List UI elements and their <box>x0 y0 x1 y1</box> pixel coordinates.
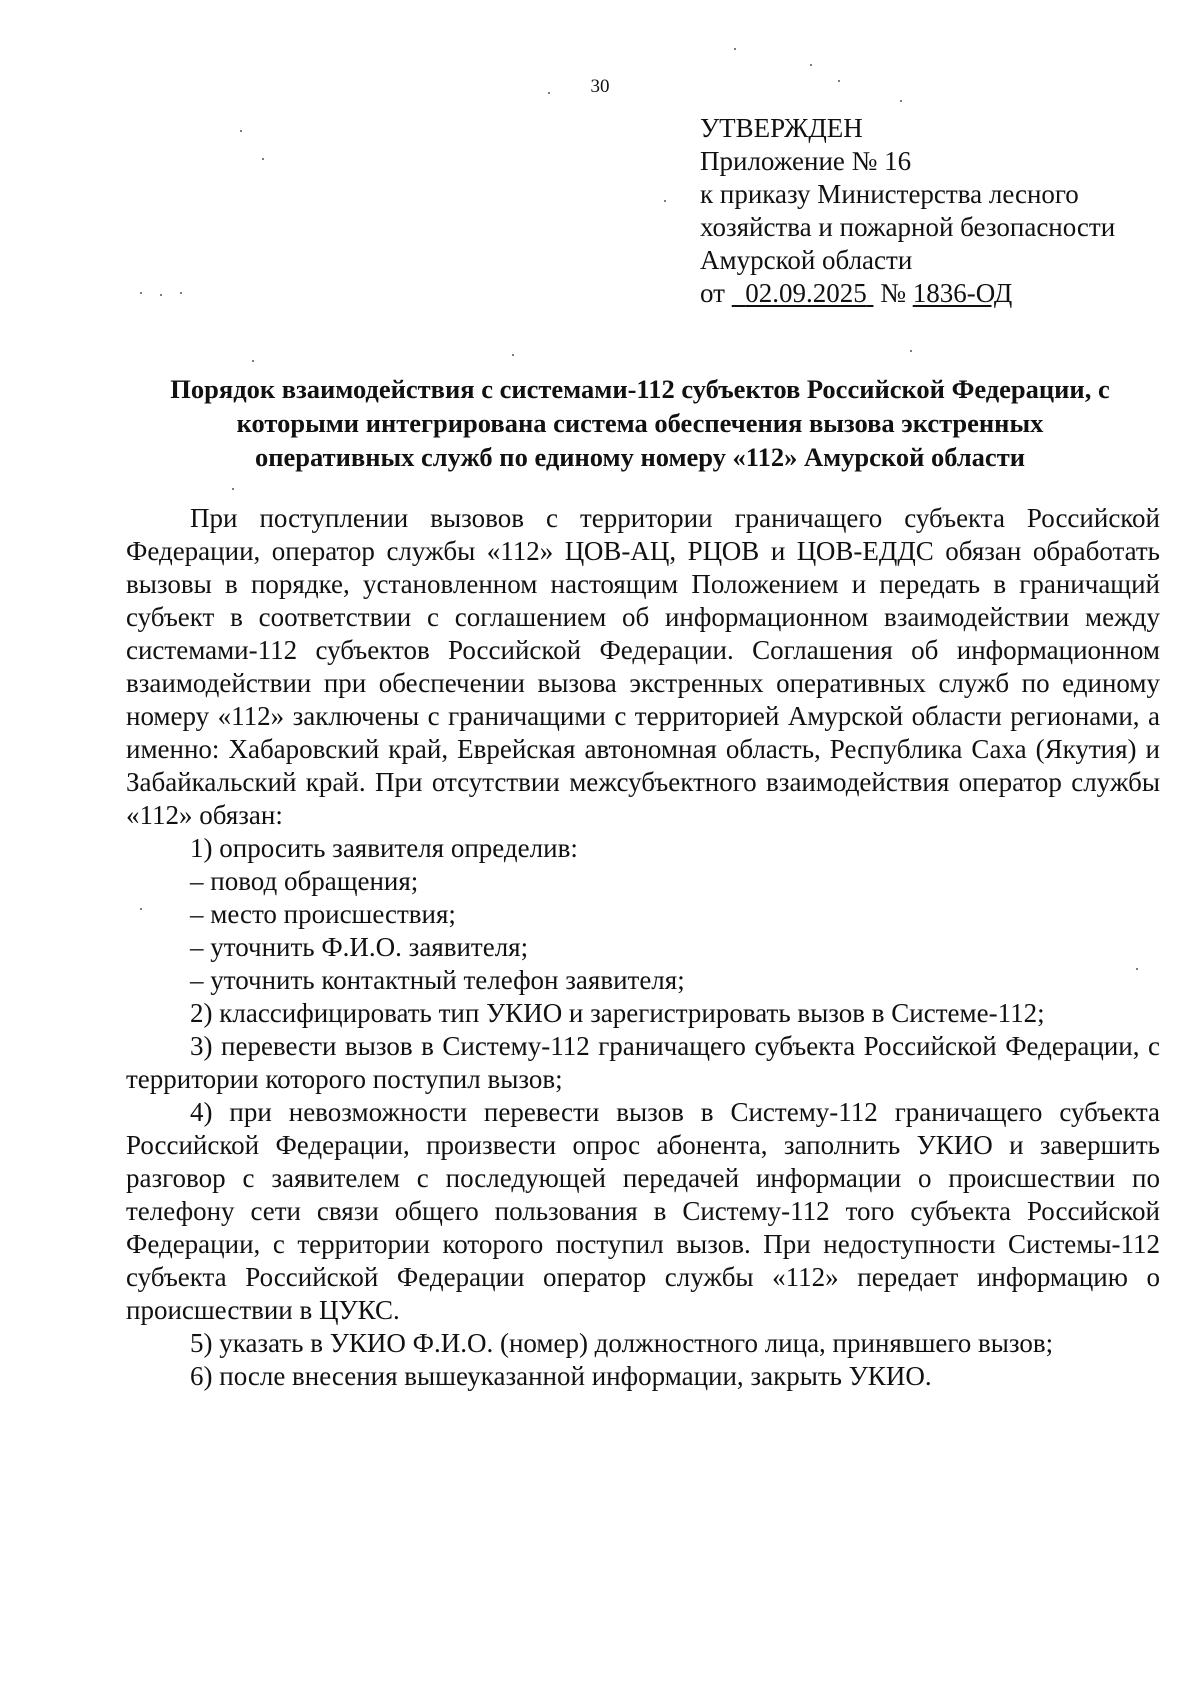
step-4: 4) при невозможности перевести вызов в Систему-112 граничащего субъекта Российской Федерации, произвести опрос абонента, заполнить УКИО и завершить разговор с заявителем с последующей передачей информации о происшествии по телефону сети связи общего пользования в Систему-112 того субъекта Российской Федерации, с территории которого поступил вызов. При недоступности Системы-112 субъекта Российской Федерации оператор службы «112» передает информацию о происшествии в ЦУКС. <box>126 1097 1160 1325</box>
title-line: которыми интегрирована система обеспечения вызова экстренных <box>236 408 1044 438</box>
document-body <box>126 502 1160 1393</box>
ministry-name-line: хозяйства и пожарной безопасности <box>700 212 1116 242</box>
document-title <box>110 372 1170 474</box>
title-line: Порядок взаимодействия с системами-112 субъектов Российской Федерации, с <box>170 374 1110 404</box>
substep-reason: – повод обращения; <box>190 866 419 896</box>
substep-location: – место происшествия; <box>190 899 456 929</box>
step-6: 6) после внесения вышеуказанной информации, закрыть УКИО. <box>190 1361 932 1391</box>
approval-heading: УТВЕРЖДЕН <box>700 113 863 143</box>
order-date-number-line <box>700 277 1170 310</box>
appendix-number: Приложение № 16 <box>700 146 912 176</box>
order-number: 1836-ОД <box>912 278 1013 308</box>
order-reference-line: к приказу Министерства лесного <box>700 179 1079 209</box>
step-5: 5) указать в УКИО Ф.И.О. (номер) должностного лица, принявшего вызов; <box>190 1328 1054 1358</box>
number-sign: № <box>880 278 906 308</box>
substep-phone: – уточнить контактный телефон заявителя; <box>190 965 685 995</box>
substep-name: – уточнить Ф.И.О. заявителя; <box>190 932 529 962</box>
intro-paragraph: При поступлении вызовов с территории граничащего субъекта Российской Федерации, оператор службы «112» ЦОВ-АЦ, РЦОВ и ЦОВ-ЕДДС обязан обработать вызовы в порядке, установленном настоящим Положением и передать в граничащий субъект в соответствии с соглашением об информационном взаимодействии между системами-112 субъектов Российской Федерации. Соглашения об информационном взаимодействии при обеспечении вызова экстренных оперативных служб по единому номеру «112» заключены с граничащими с территорией Амурской области регионами, а именно: Хабаровский край, Еврейская автономная область, Республика Саха (Якутия) и Забайкальский край. При отсутствии межсубъектного взаимодействия оператор службы «112» обязан: <box>126 503 1160 830</box>
title-line: оперативных служб по единому номеру «112» Амурской области <box>255 442 1025 472</box>
step-2: 2) классифицировать тип УКИО и зарегистрировать вызов в Системе-112; <box>190 998 1045 1028</box>
step-3: 3) перевести вызов в Систему-112 граничащего субъекта Российской Федерации, с территории которого поступил вызов; <box>126 1031 1160 1094</box>
date-prefix: от <box>700 278 725 308</box>
approval-stamp-block <box>700 112 1170 310</box>
order-date: 02.09.2025 <box>745 278 867 308</box>
region-name-line: Амурской области <box>700 245 913 275</box>
step-1: 1) опросить заявителя определив: <box>190 833 578 863</box>
page-number: 30 <box>590 76 610 97</box>
